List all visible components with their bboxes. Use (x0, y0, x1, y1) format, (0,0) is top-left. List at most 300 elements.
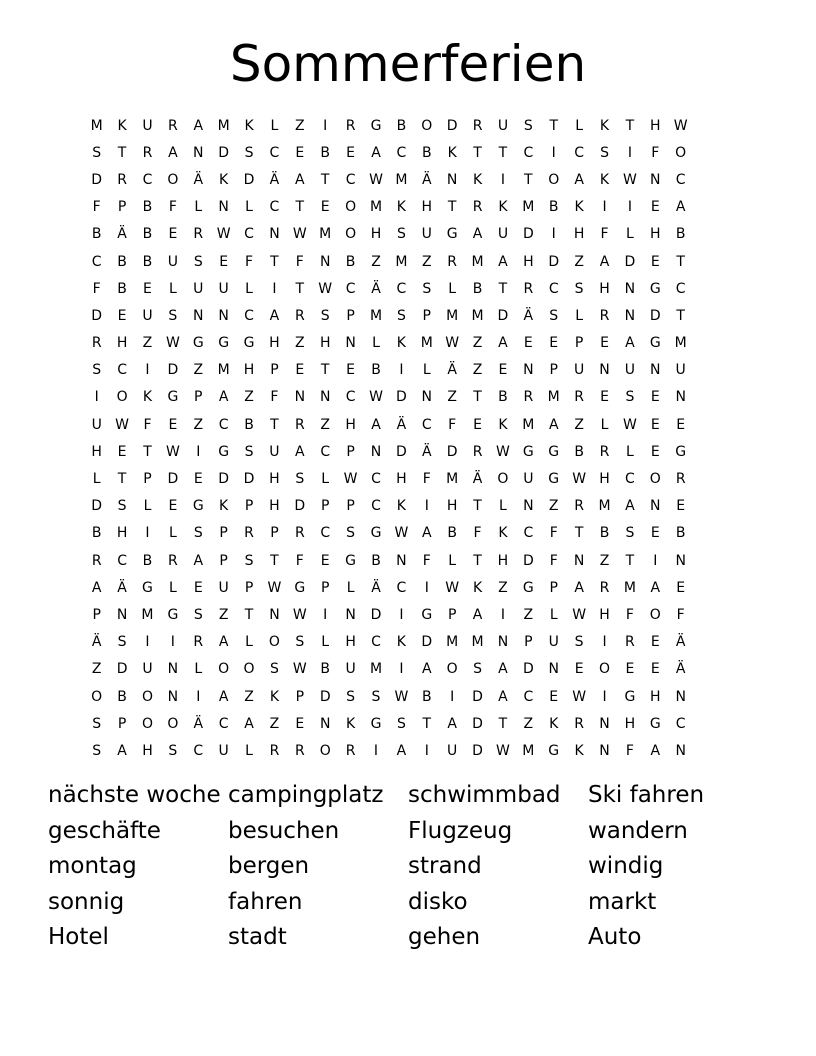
grid-cell: C (320, 525, 331, 542)
grid-cell: P (194, 389, 203, 406)
grid-cell: Z (447, 389, 457, 406)
grid-cell: M (446, 471, 459, 488)
grid-cell: O (598, 661, 611, 678)
grid-cell: A (498, 253, 508, 270)
grid-cell: C (371, 498, 381, 515)
grid-cell: H (599, 471, 610, 488)
grid-cell: G (624, 688, 636, 705)
grid-cell: Z (320, 416, 330, 433)
grid-cell: R (269, 742, 280, 759)
grid-cell: A (371, 416, 381, 433)
grid-cell: O (421, 117, 433, 134)
grid-cell: M (141, 606, 154, 623)
grid-cell: W (445, 335, 460, 352)
word-list (48, 778, 768, 956)
word-list-item: Ski fahren (588, 782, 705, 808)
grid-cell: R (523, 389, 534, 406)
grid-cell: N (218, 199, 229, 216)
grid-cell: G (370, 117, 382, 134)
grid-cell: Z (498, 579, 508, 596)
grid-cell: K (599, 117, 610, 134)
grid-cell: E (143, 280, 152, 297)
grid-cell: G (522, 443, 534, 460)
grid-cell: H (599, 606, 610, 623)
grid-cell: L (245, 280, 253, 297)
grid-cell: W (267, 579, 282, 596)
grid-cell: F (600, 226, 609, 243)
grid-cell: U (675, 362, 686, 379)
grid-cell: L (168, 525, 177, 542)
grid-cell: M (90, 117, 103, 134)
grid-cell: S (625, 525, 635, 542)
grid-cell: P (219, 525, 228, 542)
grid-cell: R (675, 471, 686, 488)
grid-cell: N (319, 715, 331, 732)
grid-cell: E (168, 498, 178, 515)
grid-cell: L (448, 280, 457, 297)
grid-cell: S (92, 362, 102, 379)
grid-cell: U (269, 443, 280, 460)
grid-cell: P (320, 498, 330, 515)
grid-cell: F (295, 253, 304, 270)
grid-cell: N (446, 171, 458, 188)
grid-cell: R (142, 144, 153, 161)
grid-cell: R (117, 171, 127, 188)
grid-cell: L (448, 552, 457, 569)
grid-cell: L (575, 117, 584, 134)
grid-cell: R (574, 498, 584, 515)
grid-cell: O (167, 171, 179, 188)
grid-row (84, 194, 734, 221)
grid-cell: W (394, 525, 409, 542)
grid-cell: S (523, 117, 533, 134)
grid-cell: F (295, 552, 304, 569)
grid-cell: G (370, 525, 382, 542)
grid-cell: M (522, 199, 535, 216)
grid-cell: A (295, 443, 305, 460)
grid-cell: L (499, 498, 507, 515)
grid-cell: D (446, 443, 458, 460)
grid-cell: B (117, 280, 127, 297)
grid-cell: B (421, 144, 432, 161)
grid-cell: S (193, 253, 203, 270)
grid-cell: S (193, 606, 203, 623)
grid-cell: C (625, 471, 635, 488)
grid-cell: U (573, 362, 585, 379)
grid-cell: U (345, 661, 356, 678)
grid-cell: L (194, 199, 203, 216)
grid-cell: A (650, 579, 661, 596)
grid-cell: Ä (523, 307, 534, 324)
grid-cell: A (498, 688, 508, 705)
grid-cell: S (320, 307, 330, 324)
grid-row (84, 411, 734, 438)
grid-cell: G (192, 498, 204, 515)
grid-cell: N (675, 389, 686, 406)
grid-cell: P (219, 552, 228, 569)
grid-cell: S (117, 498, 127, 515)
grid-cell: L (321, 634, 330, 651)
grid-row (84, 493, 734, 520)
grid-cell: C (523, 688, 534, 705)
grid-cell: Z (472, 362, 483, 379)
grid-cell: C (117, 552, 127, 569)
grid-cell: A (91, 579, 102, 596)
grid-cell: P (422, 307, 431, 324)
grid-cell: S (574, 280, 584, 297)
grid-cell: L (346, 579, 355, 596)
grid-row (84, 357, 734, 384)
grid-cell: H (91, 443, 102, 460)
grid-cell: A (498, 661, 508, 678)
grid-cell: E (295, 362, 305, 379)
grid-cell: S (422, 280, 432, 297)
grid-cell: H (599, 280, 610, 297)
grid-cell: M (471, 253, 484, 270)
grid-cell: U (421, 226, 432, 243)
grid-cell: Z (193, 362, 204, 379)
grid-cell: K (498, 416, 508, 433)
grid-cell: F (448, 416, 457, 433)
grid-cell: P (346, 498, 355, 515)
grid-cell: B (371, 552, 381, 569)
grid-cell: A (574, 171, 584, 188)
grid-cell: S (396, 715, 406, 732)
grid-cell: P (447, 606, 457, 623)
grid-cell: M (598, 498, 611, 515)
grid-cell: E (549, 688, 559, 705)
grid-cell: M (217, 117, 230, 134)
grid-cell: K (498, 525, 508, 542)
grid-cell: Ä (675, 661, 686, 678)
grid-cell: D (649, 307, 661, 324)
grid-cell: Z (599, 552, 610, 569)
grid-cell: O (497, 471, 509, 488)
grid-cell: A (244, 715, 254, 732)
grid-cell: L (245, 742, 253, 759)
grid-cell: P (549, 362, 558, 379)
grid-cell: G (548, 443, 560, 460)
grid-cell: C (675, 280, 686, 297)
grid-cell: G (167, 606, 179, 623)
grid-cell: N (269, 226, 280, 243)
word-list-item: campingplatz (228, 782, 384, 808)
grid-cell: F (549, 525, 558, 542)
grid-cell: Ä (396, 416, 407, 433)
grid-cell: R (345, 742, 356, 759)
grid-cell: B (142, 552, 153, 569)
grid-cell: G (446, 226, 458, 243)
grid-cell: K (447, 144, 457, 161)
grid-cell: A (421, 661, 432, 678)
grid-cell: G (243, 335, 255, 352)
grid-cell: C (548, 280, 559, 297)
grid-cell: A (396, 742, 407, 759)
grid-cell: W (572, 606, 587, 623)
grid-cell: N (624, 307, 636, 324)
grid-cell: H (650, 688, 661, 705)
word-list-item: nächste woche (48, 782, 221, 808)
grid-cell: I (373, 742, 379, 759)
grid-row (84, 601, 734, 628)
grid-cell: U (548, 634, 559, 651)
grid-cell: E (168, 226, 178, 243)
grid-cell: P (295, 688, 305, 705)
grid-cell: O (345, 199, 357, 216)
grid-cell: R (294, 416, 305, 433)
grid-cell: K (219, 498, 229, 515)
grid-cell: N (345, 606, 356, 623)
grid-cell: M (522, 742, 535, 759)
word-list-item: montag (48, 853, 137, 880)
word-list-item: Flugzeug (408, 817, 513, 844)
grid-cell: D (548, 253, 560, 270)
grid-cell: K (498, 199, 508, 216)
word-list-item: schwimmbad (408, 782, 561, 808)
grid-cell: B (142, 253, 153, 270)
grid-cell: I (399, 661, 404, 678)
grid-cell: H (142, 742, 153, 759)
grid-cell: O (675, 144, 687, 161)
grid-cell: S (396, 226, 406, 243)
grid-cell: B (675, 525, 686, 542)
grid-cell: M (471, 634, 484, 651)
grid-cell: P (143, 471, 152, 488)
grid-cell: E (650, 199, 660, 216)
grid-row (84, 438, 734, 465)
grid-cell: H (523, 253, 534, 270)
grid-cell: T (549, 117, 558, 134)
grid-cell: Z (295, 117, 305, 134)
grid-cell: T (244, 606, 254, 623)
grid-cell: N (573, 552, 585, 569)
grid-cell: E (600, 389, 609, 406)
grid-row (84, 656, 734, 683)
grid-cell: C (345, 280, 356, 297)
grid-cell: C (675, 715, 686, 732)
grid-cell: U (142, 307, 153, 324)
grid-cell: I (500, 606, 506, 623)
grid-cell: T (295, 280, 305, 297)
grid-cell: Z (523, 606, 534, 623)
grid-cell: E (650, 416, 660, 433)
grid-cell: E (650, 634, 660, 651)
grid-cell: K (396, 199, 406, 216)
grid-cell: W (673, 117, 688, 134)
grid-cell: C (244, 307, 254, 324)
grid-cell: L (575, 307, 584, 324)
grid-cell: Z (269, 715, 280, 732)
grid-cell: E (473, 416, 482, 433)
grid-cell: M (522, 416, 535, 433)
grid-row (84, 547, 734, 574)
grid-cell: Ä (675, 634, 686, 651)
grid-cell: F (143, 416, 152, 433)
grid-cell: I (196, 688, 201, 705)
grid-cell: G (345, 552, 357, 569)
grid-cell: A (168, 144, 178, 161)
grid-cell: R (574, 389, 584, 406)
grid-cell: D (243, 171, 255, 188)
grid-cell: U (142, 661, 153, 678)
grid-cell: F (245, 253, 254, 270)
grid-cell: D (472, 715, 483, 732)
grid-cell: D (624, 253, 636, 270)
grid-cell: E (219, 253, 229, 270)
grid-cell: T (676, 253, 685, 270)
grid-cell: T (320, 362, 330, 379)
grid-cell: T (295, 199, 305, 216)
grid-row (84, 302, 734, 329)
grid-cell: I (272, 280, 277, 297)
grid-cell: U (193, 280, 204, 297)
grid-cell: A (193, 552, 204, 569)
grid-cell: K (269, 688, 280, 705)
word-list-item: geschäfte (48, 817, 161, 844)
grid-cell: S (92, 715, 102, 732)
grid-cell: G (142, 579, 153, 596)
grid-cell: Z (295, 335, 305, 352)
grid-cell: T (270, 552, 279, 569)
grid-cell: G (421, 606, 433, 623)
grid-cell: B (447, 525, 457, 542)
grid-cell: R (244, 525, 254, 542)
grid-cell: W (318, 280, 333, 297)
grid-cell: L (321, 471, 330, 488)
grid-cell: P (346, 443, 355, 460)
grid-cell: L (168, 280, 177, 297)
grid-cell: Z (244, 389, 254, 406)
grid-cell: W (496, 443, 510, 460)
grid-cell: P (117, 715, 127, 732)
grid-cell: T (498, 715, 508, 732)
grid-cell: E (650, 443, 660, 460)
grid-cell: R (193, 634, 204, 651)
grid-cell: R (294, 525, 305, 542)
grid-cell: M (623, 579, 636, 596)
grid-cell: R (599, 579, 610, 596)
grid-cell: I (602, 634, 607, 651)
grid-cell: Z (193, 416, 204, 433)
grid-cell: K (219, 171, 229, 188)
grid-cell: U (624, 362, 636, 379)
grid-cell: E (650, 661, 660, 678)
grid-cell: K (396, 634, 406, 651)
grid-cell: W (292, 661, 307, 678)
grid-cell: P (524, 634, 533, 651)
word-list-item: sonnig (48, 888, 125, 915)
grid-cell: H (345, 634, 356, 651)
grid-row (84, 574, 734, 601)
grid-cell: Ä (421, 171, 432, 188)
grid-cell: H (345, 416, 356, 433)
grid-cell: T (143, 443, 152, 460)
grid-cell: G (675, 443, 687, 460)
grid-cell: S (244, 144, 254, 161)
grid-cell: H (243, 362, 255, 379)
word-list-item: markt (588, 888, 657, 915)
grid-cell: B (117, 688, 127, 705)
grid-cell: E (676, 579, 686, 596)
grid-cell: C (320, 443, 331, 460)
grid-cell: G (167, 389, 179, 406)
grid-cell: S (168, 307, 178, 324)
grid-cell: K (346, 715, 356, 732)
grid-cell: F (549, 552, 558, 569)
grid-cell: B (91, 226, 102, 243)
grid-cell: Z (91, 661, 102, 678)
grid-cell: T (117, 144, 127, 161)
grid-cell: C (574, 144, 584, 161)
grid-cell: D (294, 498, 306, 515)
grid-cell: A (650, 742, 661, 759)
grid-cell: B (91, 525, 102, 542)
grid-cell: T (422, 715, 432, 732)
grid-cell: D (472, 688, 483, 705)
grid-cell: O (319, 742, 331, 759)
grid-cell: N (167, 688, 179, 705)
grid-cell: O (649, 471, 661, 488)
grid-cell: N (193, 144, 204, 161)
grid-cell: S (168, 742, 178, 759)
grid-cell: N (116, 606, 128, 623)
grid-cell: L (625, 443, 634, 460)
grid-cell: C (91, 253, 102, 270)
grid-cell: F (625, 742, 634, 759)
grid-cell: B (117, 253, 127, 270)
grid-row (84, 737, 734, 764)
grid-cell: A (548, 416, 559, 433)
grid-cell: A (574, 579, 584, 596)
grid-cell: Ä (193, 171, 204, 188)
grid-cell: A (625, 335, 635, 352)
grid-cell: Ä (421, 443, 432, 460)
grid-cell: S (600, 144, 609, 161)
grid-cell: R (599, 443, 610, 460)
grid-cell: G (649, 715, 661, 732)
grid-cell: N (650, 498, 661, 515)
grid-cell: Ä (472, 471, 483, 488)
grid-cell: F (92, 280, 101, 297)
grid-cell: C (396, 280, 407, 297)
grid-row (84, 629, 734, 656)
grid-cell: F (422, 552, 431, 569)
grid-cell: R (193, 226, 204, 243)
grid-cell: C (675, 171, 686, 188)
grid-row (84, 330, 734, 357)
grid-cell: E (117, 443, 127, 460)
grid-cell: R (523, 280, 534, 297)
grid-cell: H (650, 117, 661, 134)
grid-cell: E (320, 199, 330, 216)
grid-row (84, 465, 734, 492)
grid-cell: O (218, 661, 230, 678)
grid-cell: Ä (269, 171, 280, 188)
grid-cell: T (473, 144, 482, 161)
grid-cell: E (523, 335, 533, 352)
grid-cell: N (599, 715, 610, 732)
grid-cell: M (446, 307, 459, 324)
grid-cell: T (117, 471, 127, 488)
grid-cell: P (574, 335, 584, 352)
grid-cell: A (675, 199, 686, 216)
grid-cell: R (168, 552, 178, 569)
grid-cell: E (346, 362, 356, 379)
grid-cell: B (244, 416, 254, 433)
grid-cell: N (319, 253, 331, 270)
grid-cell: S (117, 634, 127, 651)
grid-cell: I (170, 634, 175, 651)
